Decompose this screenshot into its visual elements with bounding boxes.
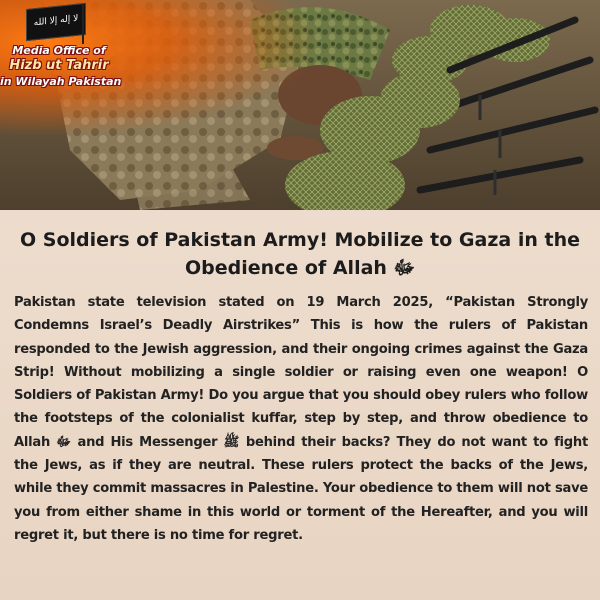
logo-line-1: Media Office of [12,44,106,57]
flag-text: لا إله إلا الله [33,13,79,29]
logo-line-3: in Wilayah Pakistan [0,75,122,88]
headline: O Soldiers of Pakistan Army! Mobilize to Gaza in the Obedience of Allah ﷻ [20,229,580,279]
logo-line-2: Hizb ut Tahrir [9,58,109,73]
statement-text: Pakistan state television stated on 19 March 2025, “Pakistan Strongly Condemns Israel’s Deadly Airstrikes” This is how the rulers of Pakistan responded to the Jewish aggression, and their ongoing crimes against the Gaza Strip! Without mobilizing a single soldier or raising even one weapon! O Soldiers of Pakistan Army! Do you argue that you should obey rulers who follow the footsteps of the colonialist kuffar, step by step, and throw obedience to Allah ﷻ and His Messenger ﷺ behind their backs? They do not want to fight the Jews, as if they are neutral. These rulers protect the backs of the Jews, while they commit massacres in Palestine. Your obedience to them will not save you from either shame in this world or torment of the Hereafter, and you will regret it, but there is no time for regret. [14,295,588,543]
flag-icon [26,3,86,41]
media-office-logo [0,0,122,108]
flag-pole [82,4,84,44]
